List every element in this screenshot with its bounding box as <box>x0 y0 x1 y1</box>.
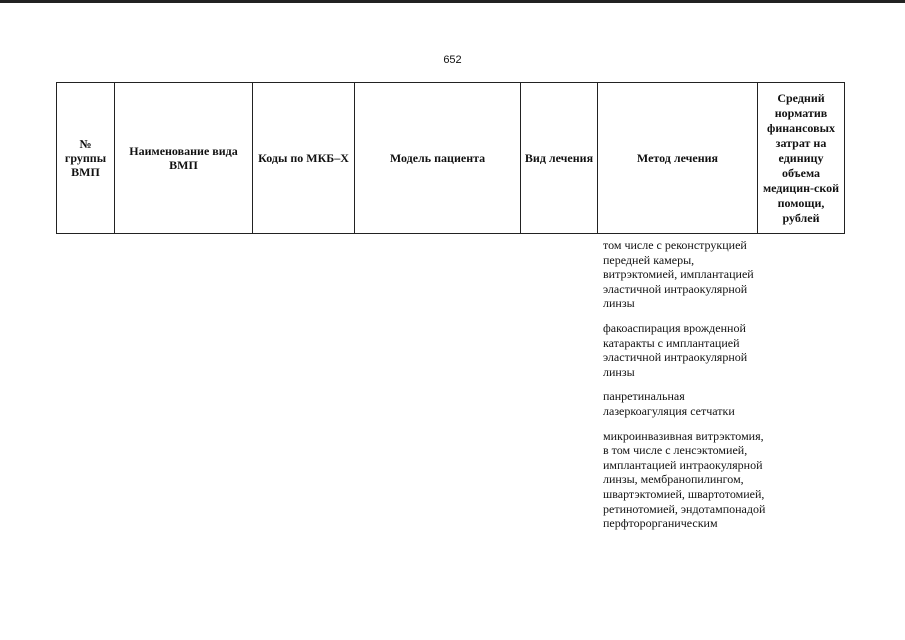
table-header-row <box>57 83 845 234</box>
column-header-icd-codes: Коды по МКБ–Х <box>253 83 355 234</box>
page-number: 652 <box>443 54 462 66</box>
method-entry: факоаспирация врожденной катаракты с имплантацией эластичной интраокулярной линзы <box>603 320 748 379</box>
column-header-treatment-type: Вид лечения <box>521 83 598 234</box>
treatment-method-column <box>603 238 768 541</box>
column-header-vmp-type-name: Наименование вида ВМП <box>115 83 253 234</box>
column-header-group-number: № группы ВМП <box>57 83 115 234</box>
method-entry: микроинвазивная витрэктомия, в том числе с ленсэктомией, имплантацией интраокулярной линзы, мембранопилингом, швартэктомией, швартотомией, ретинотомией, эндотампонадой перфторорганическим <box>603 428 766 531</box>
column-header-treatment-method: Метод лечения <box>598 83 758 234</box>
column-header-patient-model: Модель пациента <box>355 83 521 234</box>
method-entry: том числе с реконструкцией передней камеры, витрэктомией, имплантацией эластичной интраокулярной линзы <box>603 238 754 311</box>
page-top-edge <box>0 0 905 3</box>
column-header-average-cost: Средний норматив финансовых затрат на единицу объема медицин-ской помощи, рублей <box>758 83 845 234</box>
services-table-header <box>56 82 845 234</box>
method-entry: панретинальная лазеркоагуляция сетчатки <box>603 389 735 418</box>
